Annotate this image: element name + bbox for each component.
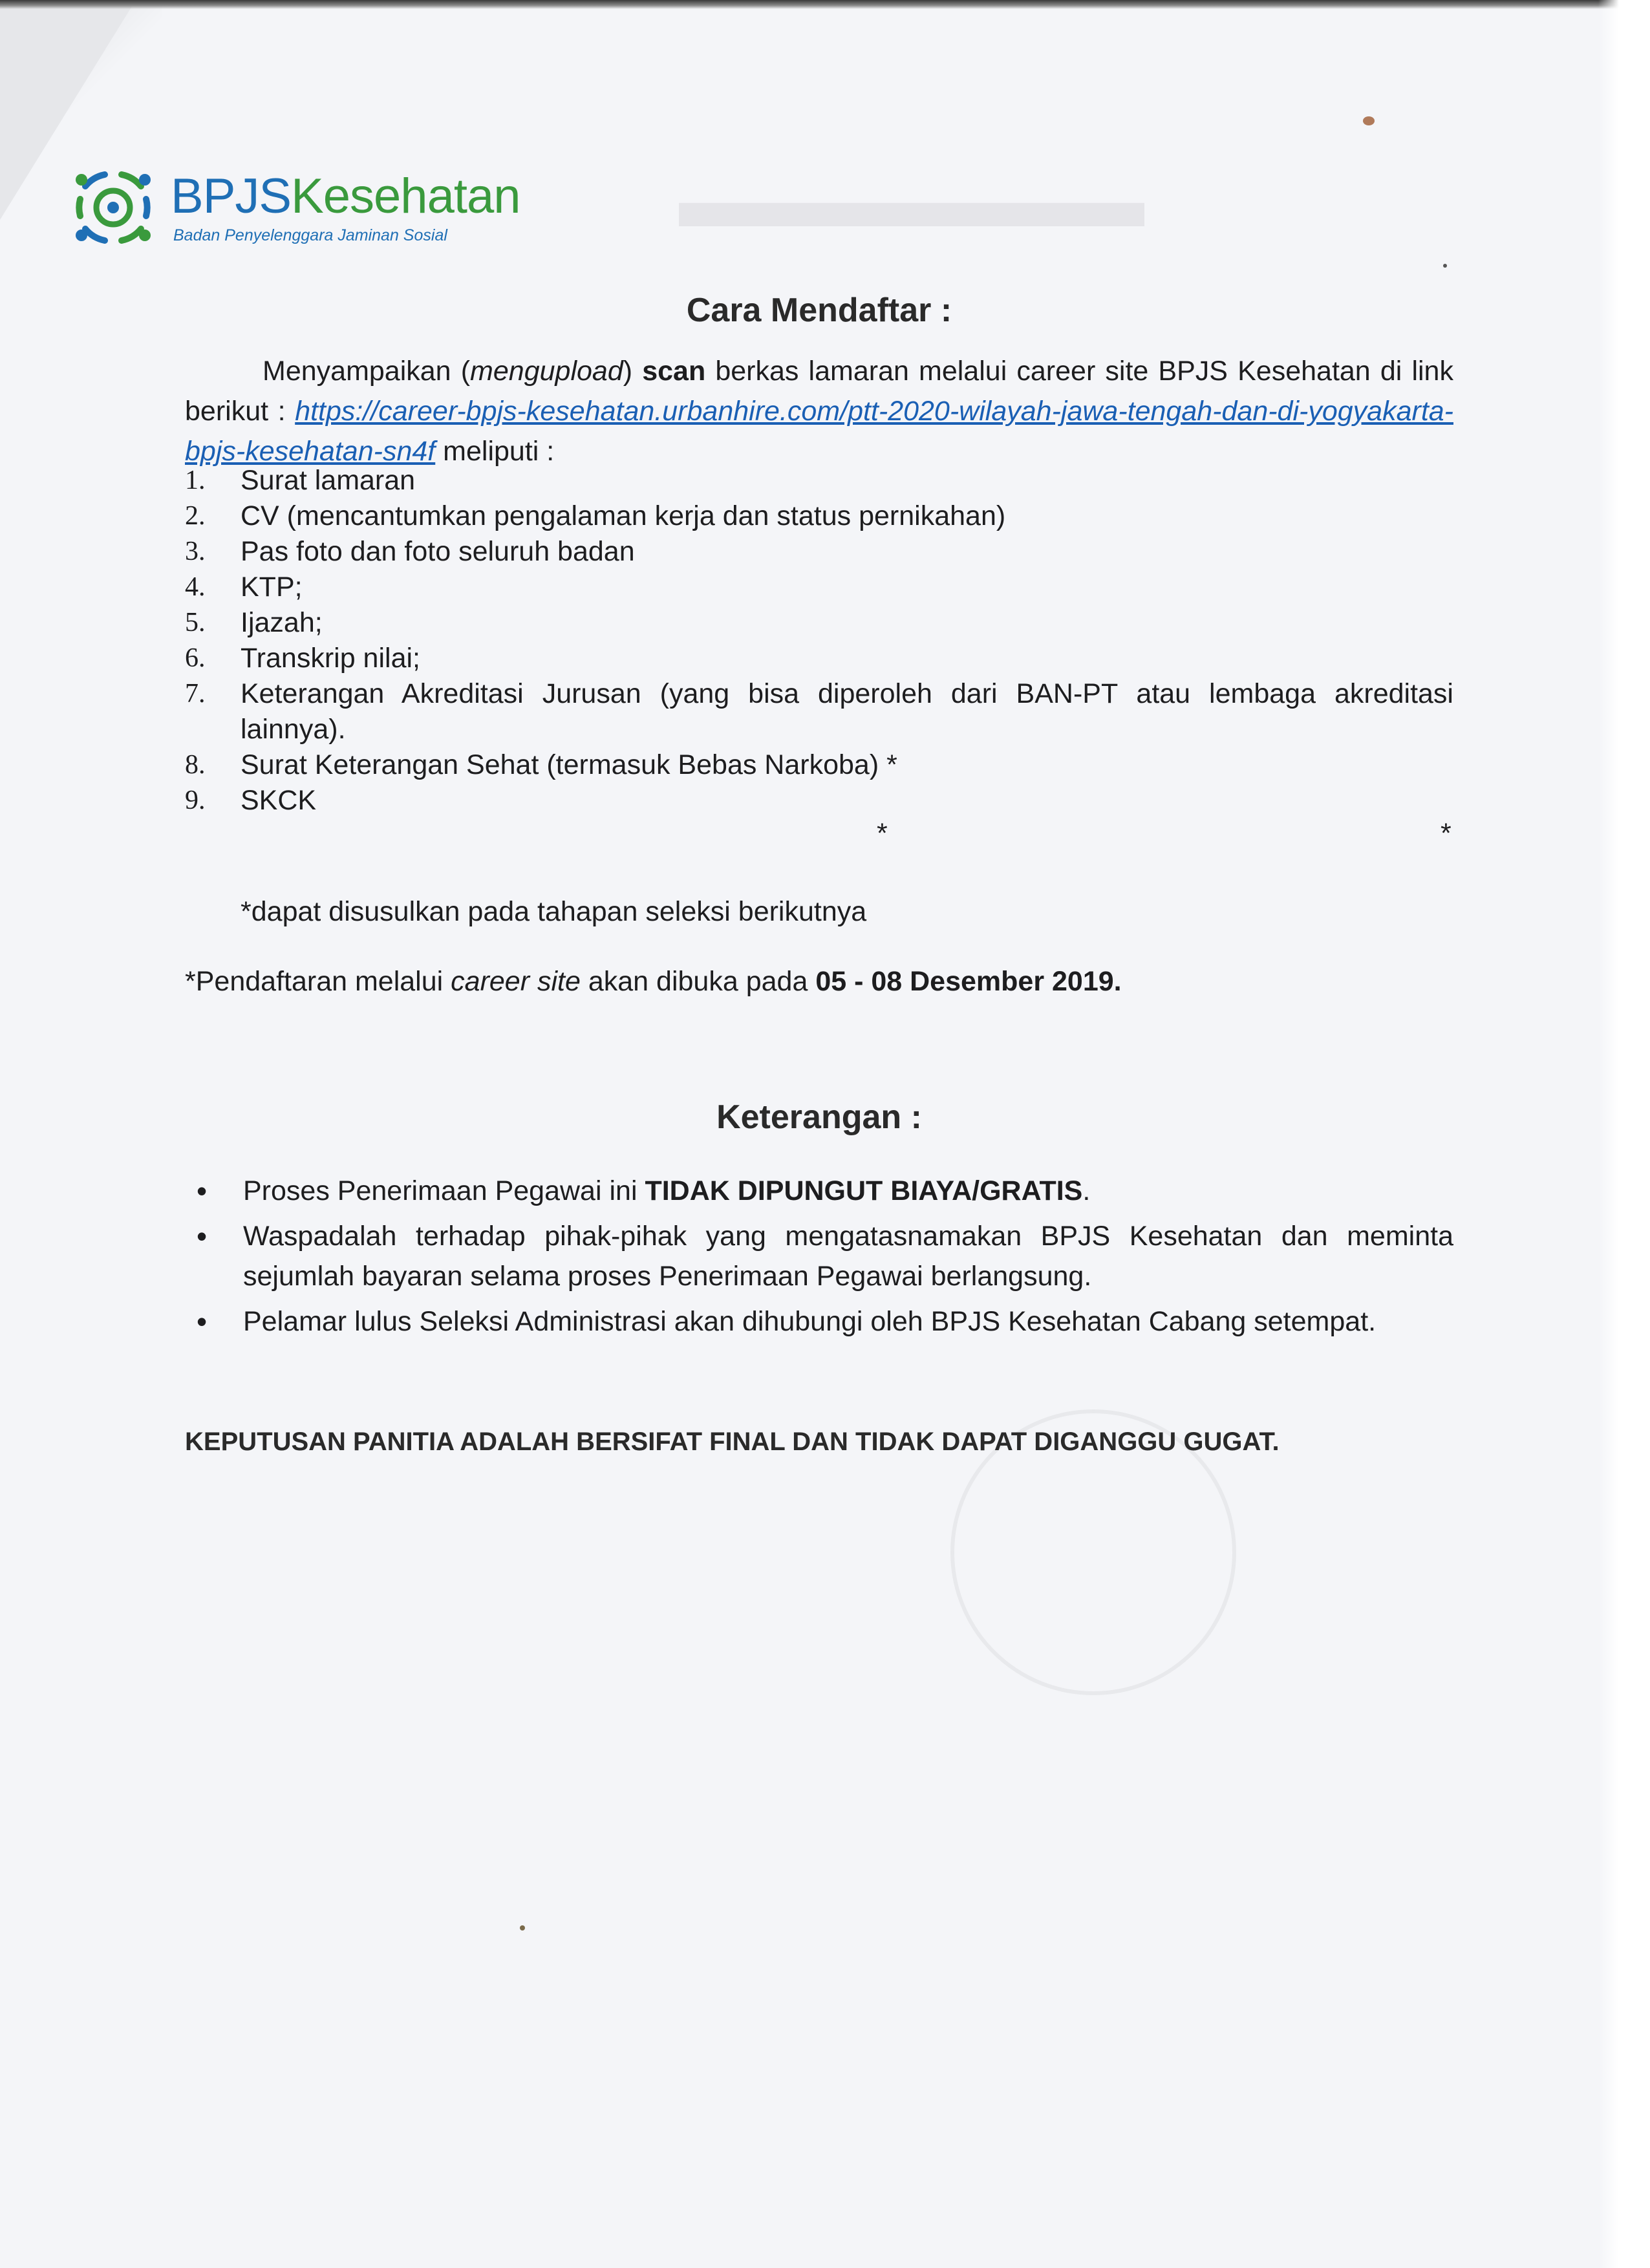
list-item: 9. SKCK (185, 785, 317, 816)
paper-speck (520, 1925, 525, 1931)
registration-open-note: *Pendaftaran melalui career site akan dibuka pada 05 - 08 Desember 2019. (185, 966, 1122, 997)
notes-title: Keterangan : (716, 1098, 922, 1136)
list-item: 1. Surat lamaran (185, 465, 416, 496)
skck-asterisk: * (1441, 818, 1452, 849)
logo-wordmark: BPJSKesehatan (171, 169, 520, 224)
bpjs-logo (72, 167, 538, 251)
list-item: 4. KTP; (185, 572, 303, 603)
list-item: 5. Ijazah; (185, 607, 323, 638)
list-item: 8. Surat Keterangan Sehat (termasuk Bebas Narkoba) * (185, 749, 897, 780)
notes-list (185, 1171, 1453, 1347)
list-item: 2. CV (mencantumkan pengalaman kerja dan status pernikahan) (185, 500, 1006, 531)
final-statement: KEPUTUSAN PANITIA ADALAH BERSIFAT FINAL DAN TIDAK DAPAT DIGANGGU GUGAT. (185, 1428, 1280, 1456)
bpjs-logo-icon (72, 167, 154, 248)
list-item: 3. Pas foto dan foto seluruh badan (185, 536, 635, 567)
requirements-list (185, 463, 1453, 818)
showthrough-ghost: ▬▬▬▬▬▬ (679, 156, 1144, 243)
footnote: *dapat disusulkan pada tahapan seleksi berikutnya (241, 896, 867, 927)
scan-edge (0, 0, 1650, 9)
paper-speck (1363, 116, 1375, 125)
list-item: • Proses Penerimaan Pegawai ini TIDAK DIPUNGUT BIAYA/GRATIS. (185, 1171, 1453, 1211)
list-item: • Waspadalah terhadap pihak-pihak yang mengatasnamakan BPJS Kesehatan dan meminta sejumlah bayaran selama proses Penerimaan Pegawai berlangsung. (185, 1216, 1453, 1296)
registration-intro: Menyampaikan (mengupload) scan berkas lamaran melalui career site BPJS Kesehatan di link berikut : https://career-bpjs-kesehatan.urbanhire.com/ptt-2020-wilayah-jawa-tengah-dan-di-yogyakarta-bpjs-kesehatan-sn4f meliputi : (185, 356, 1453, 467)
scan-margin (1598, 0, 1650, 2268)
logo-tagline: Badan Penyelenggara Jaminan Sosial (173, 226, 447, 244)
registration-title: Cara Mendaftar : (686, 292, 952, 329)
list-item: 6. Transkrip nilai; (185, 643, 420, 674)
skck-asterisk: * (877, 818, 888, 849)
list-item: • Pelamar lulus Seleksi Administrasi akan dihubungi oleh BPJS Kesehatan Cabang setempat. (185, 1301, 1453, 1342)
paper-speck (1443, 264, 1447, 268)
list-item: 7. Keterangan Akreditasi Jurusan (yang bisa diperoleh dari BAN-PT atau lembaga akreditasi lainnya). (185, 678, 1453, 745)
career-site-link[interactable]: https://career-bpjs-kesehatan.urbanhire.com/ptt-2020-wilayah-jawa-tengah-dan-di-yogyakarta-bpjs-kesehatan-sn4f (185, 396, 1453, 467)
